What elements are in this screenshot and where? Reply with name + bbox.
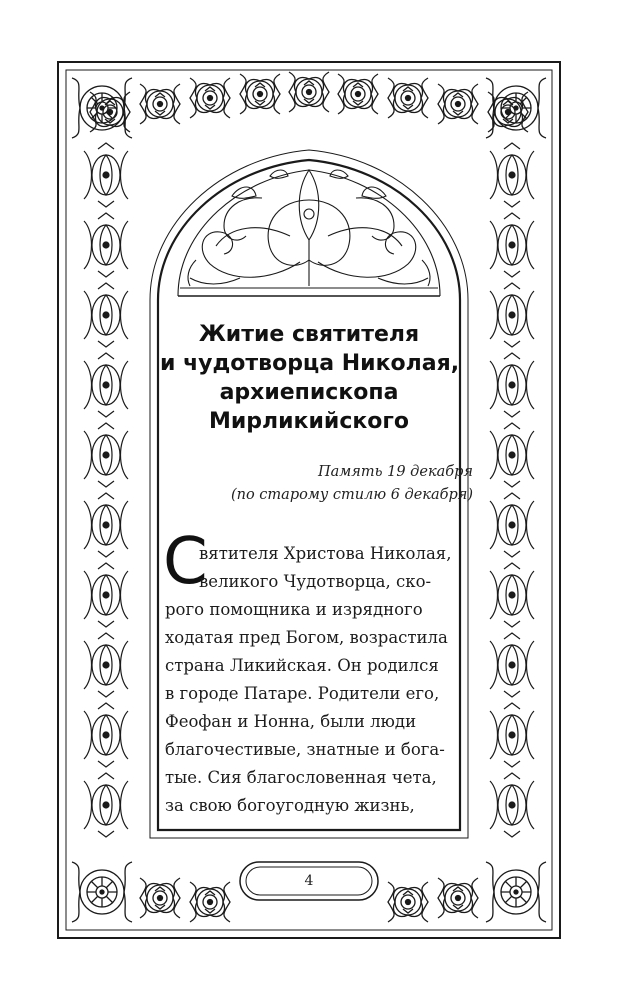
body-line: великого Чудотворца, ско- xyxy=(199,572,432,591)
page-number: 4 xyxy=(304,873,314,889)
body-paragraph xyxy=(165,540,475,820)
body-line: тые. Сия благословенная чета, xyxy=(165,768,437,787)
ornamental-arch-headpiece xyxy=(178,170,440,296)
body-line: вятителя Христова Николая, xyxy=(199,544,452,563)
memory-line: (по старому стилю 6 декабря) xyxy=(230,487,473,503)
title-line: Житие святителя xyxy=(198,322,420,347)
body-line: Феофан и Нонна, были люди xyxy=(165,712,417,731)
body-line: страна Ликийская. Он родился xyxy=(165,656,439,675)
body-line: в городе Патаре. Родители его, xyxy=(165,684,440,703)
title-line: Мирликийского xyxy=(208,409,410,434)
page-title xyxy=(160,320,458,436)
title-line: архиепископа xyxy=(219,380,399,405)
body-line: рого помощника и изрядного xyxy=(165,600,423,619)
body-line: благочестивые, знатные и бога- xyxy=(165,740,445,759)
body-line: за свою богоугодную жизнь, xyxy=(165,796,415,815)
title-line: и чудотворца Николая, xyxy=(160,351,460,376)
drop-cap-letter: С xyxy=(163,525,208,599)
body-line: ходатая пред Богом, возрастила xyxy=(165,628,448,647)
memory-date-note xyxy=(200,461,473,507)
memory-line: Память 19 декабря xyxy=(317,464,473,480)
